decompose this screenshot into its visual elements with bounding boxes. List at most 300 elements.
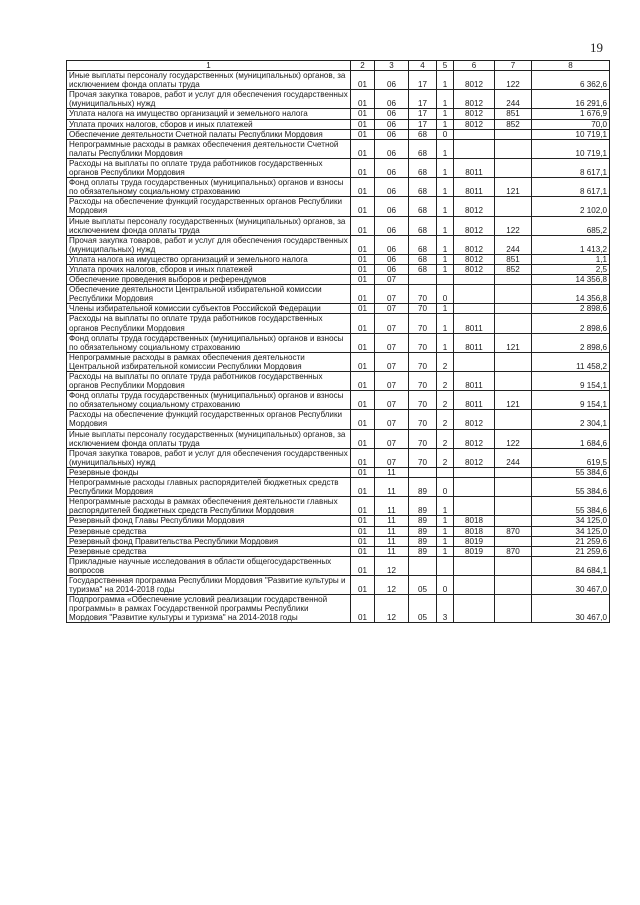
subprogram-code: 1 — [437, 516, 454, 526]
table-row — [67, 264, 610, 274]
amount-cell: 8 617,1 — [532, 178, 610, 197]
section-code: 01 — [351, 197, 375, 216]
direction-code — [454, 275, 495, 285]
row-description: Иные выплаты персоналу государственных (муниципальных) органов, за исключением фонда оплаты труда — [67, 429, 351, 448]
expense-type-code: 851 — [495, 254, 532, 264]
section-code: 01 — [351, 285, 375, 304]
row-description: Непрограммные расходы в рамках обеспечения деятельности Центральной избирательной комиссии Республики Мордовия — [67, 352, 351, 371]
table-row — [67, 391, 610, 410]
row-description: Расходы на обеспечение функций государственных органов Республики Мордовия — [67, 410, 351, 429]
row-description: Непрограммные расходы в рамках обеспечения деятельности главных распорядителей бюджетных средств Республики Мордовия — [67, 497, 351, 516]
subsection-code: 07 — [375, 410, 409, 429]
row-description: Расходы на выплаты по оплате труда работников государственных органов Республики Мордовия — [67, 314, 351, 333]
column-header: 7 — [495, 61, 532, 71]
direction-code: 8019 — [454, 546, 495, 556]
subprogram-code: 1 — [437, 526, 454, 536]
amount-cell: 8 617,1 — [532, 158, 610, 177]
expense-type-code — [495, 372, 532, 391]
expense-type-code — [495, 516, 532, 526]
subsection-code: 06 — [375, 129, 409, 139]
direction-code — [454, 595, 495, 623]
direction-code: 8012 — [454, 90, 495, 109]
expense-type-code: 122 — [495, 71, 532, 90]
section-code: 01 — [351, 158, 375, 177]
expense-type-code — [495, 536, 532, 546]
subprogram-code — [437, 275, 454, 285]
expense-type-code: 244 — [495, 235, 532, 254]
table-row — [67, 129, 610, 139]
column-header: 5 — [437, 61, 454, 71]
amount-cell: 34 125,0 — [532, 516, 610, 526]
section-code: 01 — [351, 467, 375, 477]
amount-cell: 2 102,0 — [532, 197, 610, 216]
table-row — [67, 575, 610, 594]
expense-type-code — [495, 467, 532, 477]
expense-type-code — [495, 478, 532, 497]
program-code: 70 — [409, 448, 437, 467]
subprogram-code: 1 — [437, 197, 454, 216]
subprogram-code: 2 — [437, 429, 454, 448]
subprogram-code: 1 — [437, 119, 454, 129]
subprogram-code — [437, 467, 454, 477]
program-code: 68 — [409, 178, 437, 197]
subsection-code: 07 — [375, 333, 409, 352]
amount-cell: 16 291,6 — [532, 90, 610, 109]
program-code: 68 — [409, 216, 437, 235]
row-description: Фонд оплаты труда государственных (муниципальных) органов и взносы по обязательному социальному страхованию — [67, 178, 351, 197]
row-description: Расходы на обеспечение функций государственных органов Республики Мордовия — [67, 197, 351, 216]
program-code: 68 — [409, 235, 437, 254]
expense-type-code — [495, 314, 532, 333]
table-row — [67, 314, 610, 333]
subsection-code: 12 — [375, 595, 409, 623]
amount-cell: 2 898,6 — [532, 333, 610, 352]
subsection-code: 07 — [375, 448, 409, 467]
subprogram-code: 3 — [437, 595, 454, 623]
subsection-code: 06 — [375, 216, 409, 235]
amount-cell: 2 898,6 — [532, 304, 610, 314]
direction-code: 8011 — [454, 178, 495, 197]
program-code: 68 — [409, 158, 437, 177]
column-header: 2 — [351, 61, 375, 71]
subsection-code: 11 — [375, 467, 409, 477]
row-description: Обеспечение деятельности Счетной палаты Республики Мордовия — [67, 129, 351, 139]
subsection-code: 06 — [375, 197, 409, 216]
subsection-code: 06 — [375, 119, 409, 129]
expense-type-code: 121 — [495, 178, 532, 197]
expense-type-code — [495, 575, 532, 594]
section-code: 01 — [351, 575, 375, 594]
table-row — [67, 158, 610, 177]
amount-cell: 70,0 — [532, 119, 610, 129]
program-code: 70 — [409, 314, 437, 333]
amount-cell: 55 384,6 — [532, 478, 610, 497]
subsection-code: 11 — [375, 546, 409, 556]
section-code: 01 — [351, 448, 375, 467]
row-description: Резервные средства — [67, 546, 351, 556]
expense-type-code: 122 — [495, 429, 532, 448]
section-code: 01 — [351, 516, 375, 526]
amount-cell: 619,5 — [532, 448, 610, 467]
row-description: Резервные фонды — [67, 467, 351, 477]
direction-code: 8018 — [454, 516, 495, 526]
program-code: 70 — [409, 429, 437, 448]
section-code: 01 — [351, 129, 375, 139]
program-code: 17 — [409, 71, 437, 90]
direction-code: 8012 — [454, 216, 495, 235]
subprogram-code: 2 — [437, 410, 454, 429]
section-code: 01 — [351, 536, 375, 546]
row-description: Расходы на выплаты по оплате труда работников государственных органов Республики Мордовия — [67, 372, 351, 391]
subprogram-code: 1 — [437, 497, 454, 516]
direction-code: 8012 — [454, 429, 495, 448]
section-code: 01 — [351, 478, 375, 497]
direction-code — [454, 285, 495, 304]
row-description: Непрограммные расходы в рамках обеспечения деятельности Счетной палаты Республики Мордовия — [67, 139, 351, 158]
table-row — [67, 90, 610, 109]
direction-code: 8019 — [454, 536, 495, 546]
row-description: Уплата налога на имущество организаций и земельного налога — [67, 109, 351, 119]
table-row — [67, 285, 610, 304]
page-number: 19 — [590, 40, 603, 55]
row-description: Непрограммные расходы главных распорядителей бюджетных средств Республики Мордовия — [67, 478, 351, 497]
row-description: Расходы на выплаты по оплате труда работников государственных органов Республики Мордовия — [67, 158, 351, 177]
program-code: 05 — [409, 595, 437, 623]
row-description: Резервный фонд Главы Республики Мордовия — [67, 516, 351, 526]
program-code: 17 — [409, 119, 437, 129]
amount-cell: 685,2 — [532, 216, 610, 235]
direction-code — [454, 139, 495, 158]
direction-code: 8011 — [454, 333, 495, 352]
table-row — [67, 595, 610, 623]
program-code: 68 — [409, 264, 437, 274]
subprogram-code: 1 — [437, 314, 454, 333]
expense-type-code — [495, 139, 532, 158]
direction-code — [454, 352, 495, 371]
program-code: 68 — [409, 254, 437, 264]
direction-code: 8012 — [454, 254, 495, 264]
program-code: 70 — [409, 304, 437, 314]
row-description: Уплата прочих налогов, сборов и иных платежей — [67, 119, 351, 129]
table-row — [67, 448, 610, 467]
table-row — [67, 254, 610, 264]
section-code: 01 — [351, 352, 375, 371]
expense-type-code — [495, 158, 532, 177]
subprogram-code: 2 — [437, 448, 454, 467]
program-code: 89 — [409, 546, 437, 556]
subsection-code: 07 — [375, 429, 409, 448]
expense-type-code — [495, 285, 532, 304]
table-row — [67, 546, 610, 556]
subprogram-code: 1 — [437, 90, 454, 109]
direction-code: 8011 — [454, 391, 495, 410]
row-description: Уплата налога на имущество организаций и земельного налога — [67, 254, 351, 264]
amount-cell: 1 676,9 — [532, 109, 610, 119]
table-row — [67, 119, 610, 129]
subsection-code: 07 — [375, 275, 409, 285]
row-description: Обеспечение проведения выборов и референдумов — [67, 275, 351, 285]
program-code — [409, 467, 437, 477]
subsection-code: 06 — [375, 109, 409, 119]
section-code: 01 — [351, 595, 375, 623]
row-description: Государственная программа Республики Мордовия "Развитие культуры и туризма" на 2014-2018 годы — [67, 575, 351, 594]
table-row — [67, 197, 610, 216]
subsection-code: 11 — [375, 526, 409, 536]
table-row — [67, 497, 610, 516]
program-code: 17 — [409, 109, 437, 119]
direction-code — [454, 497, 495, 516]
section-code: 01 — [351, 526, 375, 536]
amount-cell: 30 467,0 — [532, 575, 610, 594]
amount-cell: 1 413,2 — [532, 235, 610, 254]
amount-cell: 84 684,1 — [532, 556, 610, 575]
direction-code: 8012 — [454, 448, 495, 467]
table-row — [67, 71, 610, 90]
expense-type-code — [495, 129, 532, 139]
subprogram-code: 2 — [437, 372, 454, 391]
amount-cell: 34 125,0 — [532, 526, 610, 536]
row-description: Прочая закупка товаров, работ и услуг для обеспечения государственных (муниципальных) нужд — [67, 235, 351, 254]
amount-cell: 6 362,6 — [532, 71, 610, 90]
direction-code — [454, 467, 495, 477]
amount-cell: 30 467,0 — [532, 595, 610, 623]
expense-type-code: 852 — [495, 119, 532, 129]
subsection-code: 07 — [375, 352, 409, 371]
row-description: Прочая закупка товаров, работ и услуг для обеспечения государственных (муниципальных) нужд — [67, 448, 351, 467]
section-code: 01 — [351, 71, 375, 90]
subsection-code: 11 — [375, 516, 409, 526]
direction-code: 8011 — [454, 314, 495, 333]
expense-type-code — [495, 197, 532, 216]
amount-cell: 9 154,1 — [532, 372, 610, 391]
subprogram-code: 1 — [437, 109, 454, 119]
expense-type-code: 244 — [495, 448, 532, 467]
table-row — [67, 139, 610, 158]
expense-type-code — [495, 275, 532, 285]
table-row — [67, 556, 610, 575]
program-code: 68 — [409, 129, 437, 139]
subsection-code: 06 — [375, 90, 409, 109]
section-code: 01 — [351, 109, 375, 119]
direction-code — [454, 575, 495, 594]
table-row — [67, 333, 610, 352]
subprogram-code: 1 — [437, 216, 454, 235]
expense-type-code: 870 — [495, 546, 532, 556]
direction-code: 8018 — [454, 526, 495, 536]
table-row — [67, 536, 610, 546]
expense-type-code: 851 — [495, 109, 532, 119]
section-code: 01 — [351, 216, 375, 235]
section-code: 01 — [351, 90, 375, 109]
section-code: 01 — [351, 178, 375, 197]
program-code: 70 — [409, 333, 437, 352]
expense-type-code: 121 — [495, 333, 532, 352]
table-row — [67, 410, 610, 429]
expense-type-code: 122 — [495, 216, 532, 235]
expense-type-code — [495, 304, 532, 314]
direction-code: 8011 — [454, 372, 495, 391]
section-code: 01 — [351, 556, 375, 575]
subsection-code: 07 — [375, 285, 409, 304]
section-code: 01 — [351, 254, 375, 264]
amount-cell: 10 719,1 — [532, 139, 610, 158]
program-code: 89 — [409, 516, 437, 526]
table-row — [67, 109, 610, 119]
program-code: 89 — [409, 536, 437, 546]
subprogram-code: 1 — [437, 178, 454, 197]
section-code: 01 — [351, 391, 375, 410]
direction-code: 8012 — [454, 119, 495, 129]
amount-cell: 1,1 — [532, 254, 610, 264]
budget-table — [66, 60, 610, 623]
section-code: 01 — [351, 410, 375, 429]
subprogram-code: 1 — [437, 158, 454, 177]
section-code: 01 — [351, 497, 375, 516]
table-row — [67, 275, 610, 285]
section-code: 01 — [351, 304, 375, 314]
subsection-code: 06 — [375, 178, 409, 197]
amount-cell: 21 259,6 — [532, 546, 610, 556]
table-row — [67, 429, 610, 448]
expense-type-code — [495, 352, 532, 371]
column-header: 4 — [409, 61, 437, 71]
table-row — [67, 372, 610, 391]
table-row — [67, 352, 610, 371]
program-code: 70 — [409, 410, 437, 429]
subprogram-code: 1 — [437, 333, 454, 352]
program-code — [409, 275, 437, 285]
expense-type-code: 244 — [495, 90, 532, 109]
amount-cell: 1 684,6 — [532, 429, 610, 448]
subsection-code: 06 — [375, 71, 409, 90]
direction-code — [454, 478, 495, 497]
expense-type-code — [495, 556, 532, 575]
row-description: Прочая закупка товаров, работ и услуг для обеспечения государственных (муниципальных) нужд — [67, 90, 351, 109]
table-row — [67, 304, 610, 314]
subprogram-code: 1 — [437, 235, 454, 254]
amount-cell: 14 356,8 — [532, 285, 610, 304]
row-description: Уплата прочих налогов, сборов и иных платежей — [67, 264, 351, 274]
row-description: Члены избирательной комиссии субъектов Российской Федерации — [67, 304, 351, 314]
amount-cell: 55 384,6 — [532, 497, 610, 516]
program-code: 70 — [409, 352, 437, 371]
section-code: 01 — [351, 429, 375, 448]
subsection-code: 11 — [375, 497, 409, 516]
section-code: 01 — [351, 314, 375, 333]
subsection-code: 07 — [375, 304, 409, 314]
column-header: 3 — [375, 61, 409, 71]
direction-code — [454, 556, 495, 575]
direction-code: 8011 — [454, 158, 495, 177]
table-row — [67, 216, 610, 235]
section-code: 01 — [351, 372, 375, 391]
subprogram-code: 1 — [437, 139, 454, 158]
program-code: 89 — [409, 478, 437, 497]
subsection-code: 06 — [375, 235, 409, 254]
subsection-code: 06 — [375, 139, 409, 158]
subsection-code: 11 — [375, 536, 409, 546]
expense-type-code — [495, 497, 532, 516]
column-header: 8 — [532, 61, 610, 71]
header-row — [67, 61, 610, 71]
subsection-code: 12 — [375, 556, 409, 575]
subsection-code: 11 — [375, 478, 409, 497]
direction-code: 8012 — [454, 197, 495, 216]
direction-code: 8012 — [454, 235, 495, 254]
table-row — [67, 526, 610, 536]
program-code: 89 — [409, 526, 437, 536]
amount-cell: 10 719,1 — [532, 129, 610, 139]
expense-type-code: 870 — [495, 526, 532, 536]
program-code: 70 — [409, 372, 437, 391]
amount-cell: 2 898,6 — [532, 314, 610, 333]
direction-code: 8012 — [454, 410, 495, 429]
direction-code: 8012 — [454, 264, 495, 274]
subprogram-code: 1 — [437, 536, 454, 546]
amount-cell: 21 259,6 — [532, 536, 610, 546]
section-code: 01 — [351, 119, 375, 129]
subprogram-code: 2 — [437, 352, 454, 371]
section-code: 01 — [351, 275, 375, 285]
subprogram-code: 0 — [437, 478, 454, 497]
subprogram-code: 2 — [437, 391, 454, 410]
direction-code: 8012 — [454, 109, 495, 119]
amount-cell: 55 384,6 — [532, 467, 610, 477]
subsection-code: 07 — [375, 391, 409, 410]
section-code: 01 — [351, 264, 375, 274]
subprogram-code: 1 — [437, 546, 454, 556]
subsection-code: 07 — [375, 372, 409, 391]
column-header: 1 — [67, 61, 351, 71]
subprogram-code — [437, 556, 454, 575]
table-row — [67, 478, 610, 497]
row-description: Подпрограмма «Обеспечение условий реализации государственной программы» в рамках Государственной программы Республики Мордовия "Развитие культуры и туризма" на 2014-2018 годы — [67, 595, 351, 623]
program-code: 68 — [409, 139, 437, 158]
subsection-code: 07 — [375, 314, 409, 333]
program-code: 68 — [409, 197, 437, 216]
row-description: Фонд оплаты труда государственных (муниципальных) органов и взносы по обязательному социальному страхованию — [67, 391, 351, 410]
amount-cell: 2 304,1 — [532, 410, 610, 429]
program-code: 05 — [409, 575, 437, 594]
section-code: 01 — [351, 235, 375, 254]
subprogram-code: 0 — [437, 285, 454, 304]
direction-code: 8012 — [454, 71, 495, 90]
row-description: Иные выплаты персоналу государственных (муниципальных) органов, за исключением фонда оплаты труда — [67, 216, 351, 235]
column-header: 6 — [454, 61, 495, 71]
expense-type-code: 852 — [495, 264, 532, 274]
subsection-code: 06 — [375, 254, 409, 264]
subprogram-code: 1 — [437, 264, 454, 274]
table-row — [67, 516, 610, 526]
table-row — [67, 235, 610, 254]
row-description: Резервные средства — [67, 526, 351, 536]
table-row — [67, 467, 610, 477]
amount-cell: 11 458,2 — [532, 352, 610, 371]
row-description: Иные выплаты персоналу государственных (муниципальных) органов, за исключением фонда оплаты труда — [67, 71, 351, 90]
subprogram-code: 1 — [437, 254, 454, 264]
row-description: Обеспечение деятельности Центральной избирательной комиссии Республики Мордовия — [67, 285, 351, 304]
subprogram-code: 1 — [437, 304, 454, 314]
subprogram-code: 0 — [437, 575, 454, 594]
subsection-code: 06 — [375, 158, 409, 177]
amount-cell: 14 356,8 — [532, 275, 610, 285]
subsection-code: 12 — [375, 575, 409, 594]
subprogram-code: 0 — [437, 129, 454, 139]
expense-type-code — [495, 595, 532, 623]
program-code: 89 — [409, 497, 437, 516]
subprogram-code: 1 — [437, 71, 454, 90]
subsection-code: 06 — [375, 264, 409, 274]
